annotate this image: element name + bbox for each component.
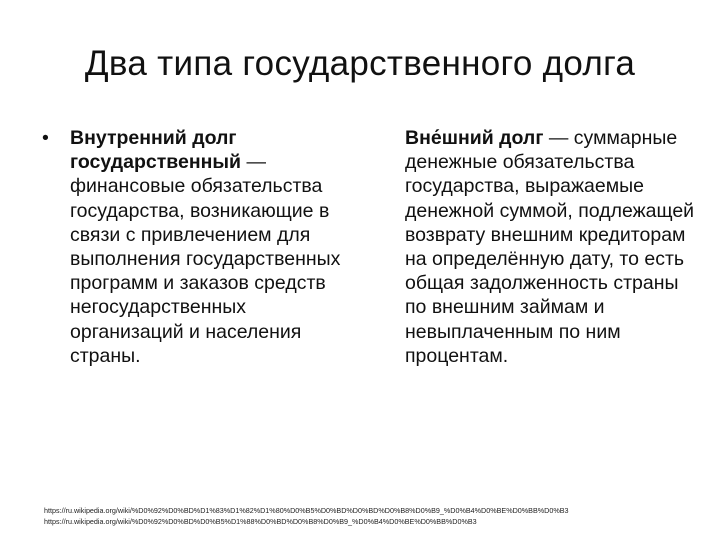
internal-debt-item [42, 126, 360, 368]
source-link[interactable]: https://ru.wikipedia.org/wiki/%D0%92%D0%BD%D0%B5%D1%88%D0%BD%D0%B8%D0%B9_%D0%B4%D0%BE%D0%BB%D0%B3 [44, 517, 477, 526]
internal-debt-column [42, 126, 360, 368]
slide-title: Два типа государственного долга [84, 44, 636, 83]
internal-debt-definition: — финансовые обязательства государства, возникающие в связи с привлечением для выполнения государственных программ и заказов средств негосударственных организаций и населения страны. [70, 151, 341, 367]
internal-debt-term: Внутренний долг государственный [70, 127, 242, 174]
external-debt-term: Вне́шний долг [405, 127, 544, 149]
bullet-icon: • [42, 127, 49, 149]
source-link[interactable]: https://ru.wikipedia.org/wiki/%D0%92%D0%BD%D1%83%D1%82%D1%80%D0%B5%D0%BD%D0%BD%D0%B8%D0%B9_%D0%B4%D0%BE%D0%BB%D0%B3 [44, 506, 569, 515]
sources [44, 505, 714, 527]
external-debt-definition: — суммарные денежные обязательства государства, выражаемые денежной суммой, подлежащей возврату внешним кредиторам на определённую дату, то есть общая задолженность страны по внешним займам и невыплаченным по ним процентам. [405, 127, 695, 367]
external-debt-column [405, 126, 697, 368]
